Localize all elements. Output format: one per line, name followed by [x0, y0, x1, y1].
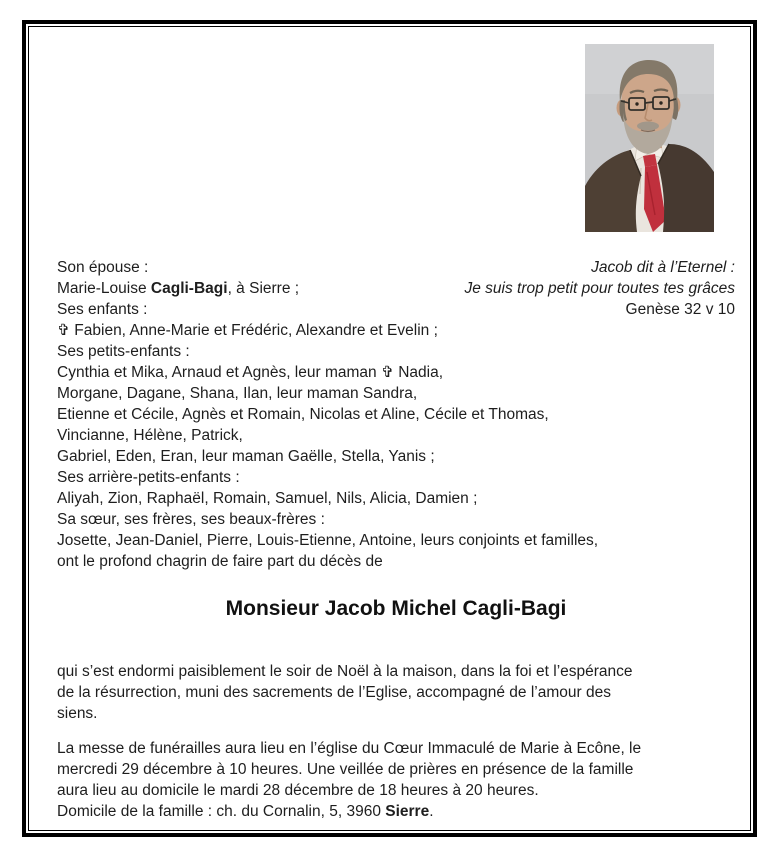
- funeral-paragraph: [57, 738, 735, 822]
- siblings-names: Josette, Jean-Daniel, Pierre, Louis-Etienne, Antoine, leurs conjoints et familles,: [57, 532, 599, 549]
- spouse-surname-bold: Cagli-Bagi: [150, 280, 228, 297]
- document-outer-border: [22, 20, 757, 837]
- row-children-label: [57, 299, 735, 320]
- quote-reference: Genèse 32 v 10: [625, 301, 735, 318]
- row-spouse-label: [57, 257, 735, 278]
- death-paragraph-line-2: de la résurrection, muni des sacrements de l’Eglise, accompagné de l’amour des: [57, 684, 611, 701]
- funeral-paragraph-line-1: La messe de funérailles aura lieu en l’église du Cœur Immaculé de Marie à Ecône, le: [57, 740, 642, 757]
- siblings-label: Sa sœur, ses frères, ses beaux-frères :: [57, 511, 325, 528]
- great-grandchildren-names: Aliyah, Zion, Raphaël, Romain, Samuel, Nils, Alicia, Damien ;: [57, 490, 478, 507]
- grandchildren-names-2: Morgane, Dagane, Shana, Ilan, leur maman Sandra,: [57, 385, 418, 402]
- spouse-name: Marie-Louise Cagli-Bagi, à Sierre ;: [57, 280, 300, 297]
- family-home-city-bold: Sierre: [385, 803, 430, 820]
- quote-line-2: Je suis trop petit pour toutes tes grâces: [464, 280, 735, 297]
- grandchildren-label: Ses petits-enfants :: [57, 343, 190, 360]
- row-spouse-name: [57, 278, 735, 299]
- funeral-paragraph-line-3: aura lieu au domicile le mardi 28 décembre de 18 heures à 20 heures.: [57, 782, 539, 799]
- death-paragraph-line-3: siens.: [57, 705, 98, 722]
- grandchildren-names-4: Vincianne, Hélène, Patrick,: [57, 427, 243, 444]
- grandchildren-names-3: Etienne et Cécile, Agnès et Romain, Nicolas et Aline, Cécile et Thomas,: [57, 406, 549, 423]
- grandchildren-names-5: Gabriel, Eden, Eran, leur maman Gaëlle, Stella, Yanis ;: [57, 448, 435, 465]
- children-names: ✞ Fabien, Anne-Marie et Frédéric, Alexandre et Evelin ;: [57, 322, 438, 339]
- funeral-paragraph-line-2: mercredi 29 décembre à 10 heures. Une veillée de prières en présence de la famille: [57, 761, 634, 778]
- death-paragraph-line-1: qui s’est endormi paisiblement le soir de Noël à la maison, dans la foi et l’espérance: [57, 663, 633, 680]
- spouse-label: Son épouse :: [57, 259, 149, 276]
- document-inner-border: [28, 26, 751, 831]
- great-grandchildren-label: Ses arrière-petits-enfants :: [57, 469, 240, 486]
- death-paragraph: [57, 661, 735, 724]
- quote-line-1: Jacob dit à l’Eternel :: [591, 259, 735, 276]
- announcement-text: [29, 27, 750, 830]
- announcement-sentence: ont le profond chagrin de faire part du décès de: [57, 553, 383, 570]
- grandchildren-names-1: Cynthia et Mika, Arnaud et Agnès, leur maman ✞ Nadia,: [57, 364, 444, 381]
- family-home-line: Domicile de la famille : ch. du Cornalin, 5, 3960 Sierre.: [57, 803, 434, 820]
- children-label: Ses enfants :: [57, 301, 148, 318]
- deceased-name: Monsieur Jacob Michel Cagli-Bagi: [225, 597, 567, 620]
